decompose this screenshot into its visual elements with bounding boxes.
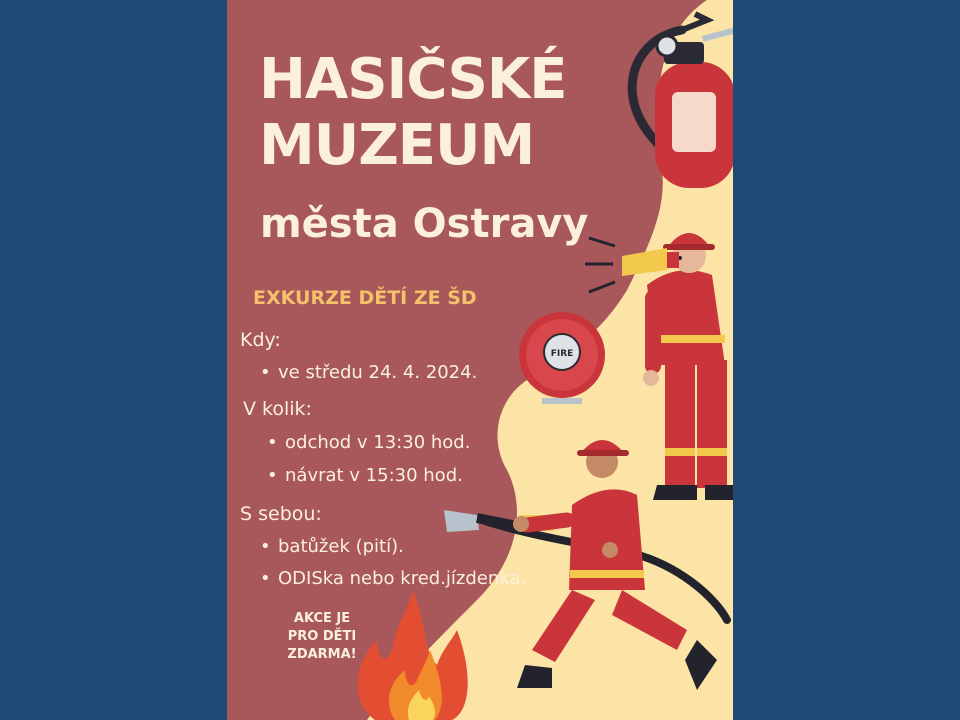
title-line-1: HASIČSKÉ — [259, 47, 567, 112]
fire-extinguisher-icon — [632, 14, 733, 188]
free-note-line-1: AKCE JE — [293, 611, 351, 626]
title-line-2: MUZEUM — [259, 113, 535, 178]
bring-item-ticket: • ODISka nebo kred.jízdenka. — [260, 568, 526, 589]
bring-item-backpack: • batůžek (pití). — [260, 536, 404, 557]
free-event-note — [267, 610, 377, 664]
fire-bell-icon — [519, 312, 605, 404]
time-label: V kolik: — [243, 398, 312, 420]
time-item-return: • návrat v 15:30 hod. — [267, 465, 463, 486]
when-item: • ve středu 24. 4. 2024. — [260, 362, 477, 383]
poster — [227, 0, 733, 720]
fire-bell-label: FIRE — [550, 349, 574, 359]
time-item-departure: • odchod v 13:30 hod. — [267, 432, 470, 453]
subtitle: města Ostravy — [260, 201, 589, 247]
bring-label: S sebou: — [240, 503, 322, 525]
free-note-line-3: ZDARMA! — [287, 647, 357, 662]
when-label: Kdy: — [240, 329, 281, 351]
free-note-line-2: PRO DĚTI — [287, 629, 357, 644]
event-title: EXKURZE DĚTÍ ZE ŠD — [253, 287, 477, 309]
